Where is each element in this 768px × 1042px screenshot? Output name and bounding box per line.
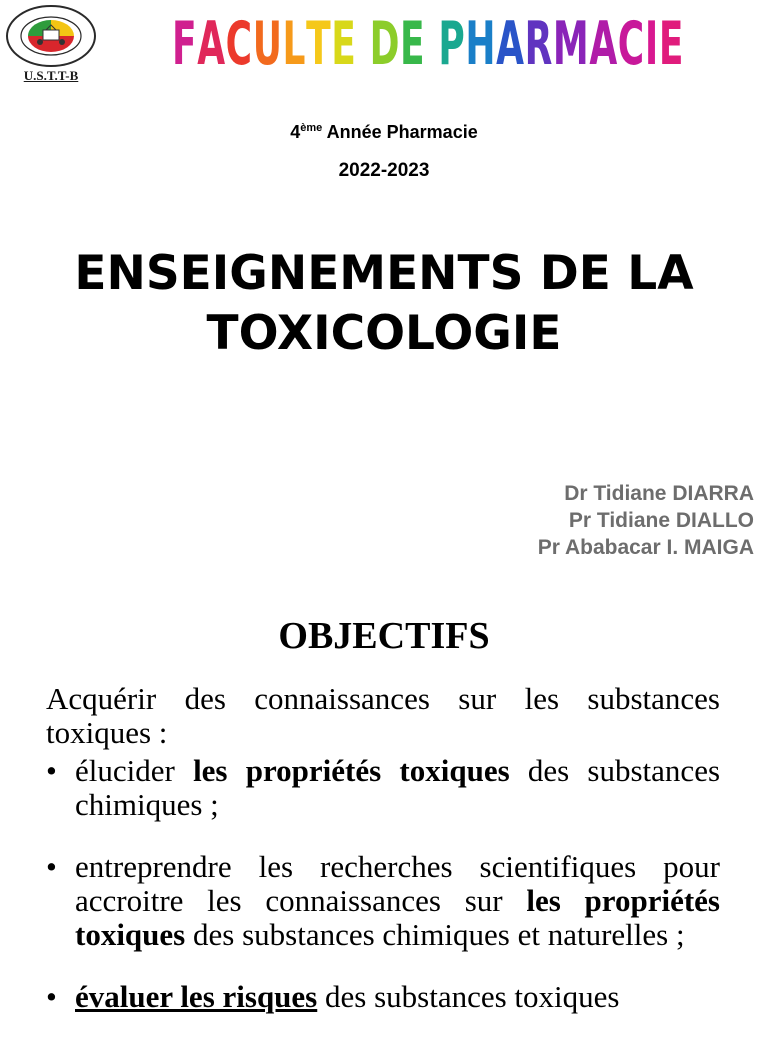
objectives-list (46, 754, 720, 1014)
faculty-title-letter: L (282, 9, 307, 79)
objective-item (46, 850, 720, 952)
logo-caption: U.S.T.T-B (23, 68, 79, 83)
university-seal-icon (4, 4, 98, 70)
faculty-title-letter: E (331, 9, 357, 79)
faculty-title-letter: F (172, 9, 198, 79)
objective-emphasis: les propriétés toxiques (193, 753, 510, 788)
year-level-label: Année Pharmacie (322, 122, 478, 142)
faculty-title-letter: P (438, 9, 466, 79)
objective-text: entreprendre les recherches scientifiques pour accroitre les connaissances sur (75, 849, 720, 918)
objectives-heading: OBJECTIFS (278, 615, 490, 657)
faculty-title-letter: C (617, 9, 645, 79)
author-name: Pr Ababacar I. MAIGA (537, 536, 754, 559)
author-name: Pr Tidiane DIALLO (568, 509, 754, 532)
objective-text: des substances toxiques (317, 979, 620, 1014)
course-title-line-1: ENSEIGNEMENTS DE LA (74, 246, 694, 301)
objectives-body (46, 682, 720, 1042)
authors-list (538, 480, 754, 561)
faculty-title-letter: M (552, 9, 590, 79)
author-name: Dr Tidiane DIARRA (564, 482, 754, 505)
faculty-title (172, 2, 684, 86)
faculty-title-letter: C (225, 9, 253, 79)
faculty-title-letter: A (496, 9, 525, 79)
year-level-suffix: ème (300, 122, 323, 134)
faculty-title-letter: A (197, 9, 226, 79)
objective-emphasis: évaluer les risques (75, 979, 318, 1014)
faculty-title-letter: R (524, 9, 553, 79)
objective-text: élucider (75, 753, 194, 788)
faculty-title-letter: T (306, 9, 332, 79)
faculty-title-letter: A (589, 9, 618, 79)
course-title (0, 244, 768, 364)
year-level (0, 122, 768, 143)
objective-item (46, 980, 720, 1014)
faculty-title-letter: E (658, 9, 685, 79)
faculty-title-letter (425, 2, 438, 86)
faculty-title-letter: I (644, 9, 659, 79)
university-logo (4, 4, 98, 84)
faculty-title-letter: E (400, 9, 426, 79)
faculty-title-letter: H (465, 9, 497, 79)
faculty-title-letter: U (252, 9, 283, 79)
objectives-intro: Acquérir des connaissances sur les substances toxiques : (46, 681, 720, 750)
academic-year: 2022-2023 (338, 160, 430, 181)
objective-text: des substances chimiques ; (75, 753, 721, 822)
objective-item (46, 754, 720, 822)
faculty-title-letter (356, 2, 369, 86)
objective-emphasis: les propriétés toxiques (75, 883, 720, 952)
faculty-title-letter: D (369, 9, 401, 79)
year-level-number: 4 (290, 122, 301, 142)
objective-text: des substances chimiques et naturelles ; (185, 917, 685, 952)
course-title-line-2: TOXICOLOGIE (206, 306, 562, 361)
